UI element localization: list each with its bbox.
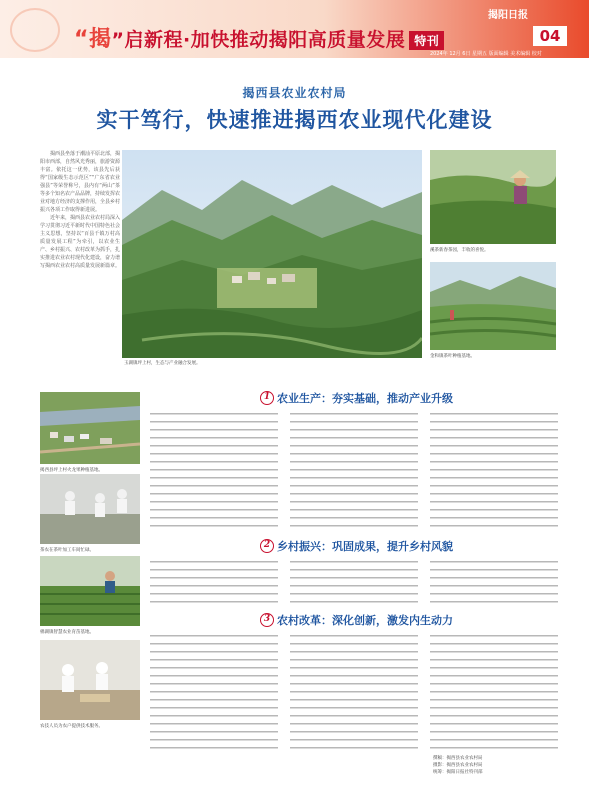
village-illustration <box>40 392 140 464</box>
section-2-body-col1 <box>150 558 278 608</box>
credit-writer: 撰稿：揭西县农业农村局 <box>433 756 483 761</box>
section-2-title: 乡村振兴：巩固成果，提升乡村风貌 <box>277 540 453 553</box>
workshop-photo-caption: 茶农在茶叶加工车间忙碌。 <box>40 548 94 553</box>
tea-field-illustration <box>430 262 556 350</box>
banner-tagline: 加快推动揭阳高质量发展 <box>190 29 406 51</box>
page-subtitle: 揭西县农业农村局 <box>242 86 347 100</box>
section-2-body-col2 <box>290 558 418 608</box>
decorative-swirl-icon <box>10 8 60 52</box>
intro-paragraph-2: 近年来，揭西县农业农村局深入学习贯彻习近平新时代中国特色社会主义思想，坚持以“百县千镇万村高质量发展工程”为牵引，以农业生产、乡村振兴、农村改革为抓手，扎实推进农业农村现代化建设，奋力谱写揭西农业农村高质量发展新篇章。 <box>40 215 120 269</box>
village-aerial-photo <box>40 392 140 464</box>
header-banner <box>0 0 589 58</box>
section-3-body-col2 <box>290 632 418 750</box>
banner-title: “揭”启新程·加快推动揭阳高质量发展 特刊 <box>74 22 444 53</box>
tea-photo-caption: 溪茶新春茶园，丰收的喜悦。 <box>430 248 489 253</box>
section-1-body-col1 <box>150 410 278 530</box>
section-1-title: 农业生产：夯实基础，推动产业升级 <box>277 392 453 405</box>
special-issue-badge: 特刊 <box>409 31 444 50</box>
section-3-header <box>260 612 453 628</box>
workshop-illustration <box>40 474 140 544</box>
credits-footer <box>433 755 483 776</box>
tea-picker-illustration <box>430 150 556 244</box>
tea-picker-photo <box>430 150 556 244</box>
hero-photo-caption: 玉湖镇坪上村，生态与产业融合发展。 <box>124 361 201 366</box>
section-1-body-col2 <box>290 410 418 530</box>
tech-service-caption: 农技人员为农户提供技术服务。 <box>40 724 103 729</box>
section-1-header <box>260 390 453 406</box>
page-number: 04 <box>533 26 567 46</box>
section-2-number: 2 <box>260 539 274 553</box>
newspaper-name: 揭阳日报 <box>488 10 528 21</box>
hero-landscape-photo <box>122 150 422 358</box>
village-photo-caption: 揭西县坪上村火龙果种植基地。 <box>40 468 103 473</box>
section-3-title: 农村改革：深化创新，激发内生动力 <box>277 614 453 627</box>
intro-text <box>40 150 120 362</box>
nursery-illustration <box>40 556 140 626</box>
tea-field-caption: 金和镇茶叶种植基地。 <box>430 354 475 359</box>
tech-service-illustration <box>40 640 140 720</box>
intro-paragraph-1: 揭西县坐落于潮汕平原北部，揭阳市西部，自然风光秀丽，旅游资源丰富。依托这一优势，该县先后获得“国家级生态示范区”“广东省农业强县”等荣誉称号，县内有“两山”茶等多个知名农产品品牌，持续发挥农业对地方经济的支撑作用，全县乡村振兴各项工作取得新进展。 <box>40 151 120 213</box>
section-2-header <box>260 538 453 554</box>
date-line: 2024年 12月 6日 星期五 版面编辑 美术编辑 校对 <box>430 51 542 57</box>
page-headline: 实干笃行，快速推进揭西农业现代化建设 <box>96 108 493 132</box>
section-3-body-col1 <box>150 632 278 750</box>
section-3-number: 3 <box>260 613 274 627</box>
section-2-body-col3 <box>430 558 558 608</box>
section-1-body-col3 <box>430 410 558 530</box>
credit-photo: 摄影：揭西县农业农村局 <box>433 763 483 768</box>
nursery-photo-caption: 棉湖镇智慧农业育苗基地。 <box>40 630 94 635</box>
landscape-illustration <box>122 150 422 358</box>
tea-field-photo <box>430 262 556 350</box>
credit-editor: 统筹：揭阳日报社特刊部 <box>433 770 483 775</box>
banner-jie: 揭 <box>88 27 112 52</box>
nursery-photo <box>40 556 140 626</box>
tech-service-photo <box>40 640 140 720</box>
section-3-body-col3 <box>430 632 558 750</box>
tea-workshop-photo <box>40 474 140 544</box>
section-1-number: 1 <box>260 391 274 405</box>
